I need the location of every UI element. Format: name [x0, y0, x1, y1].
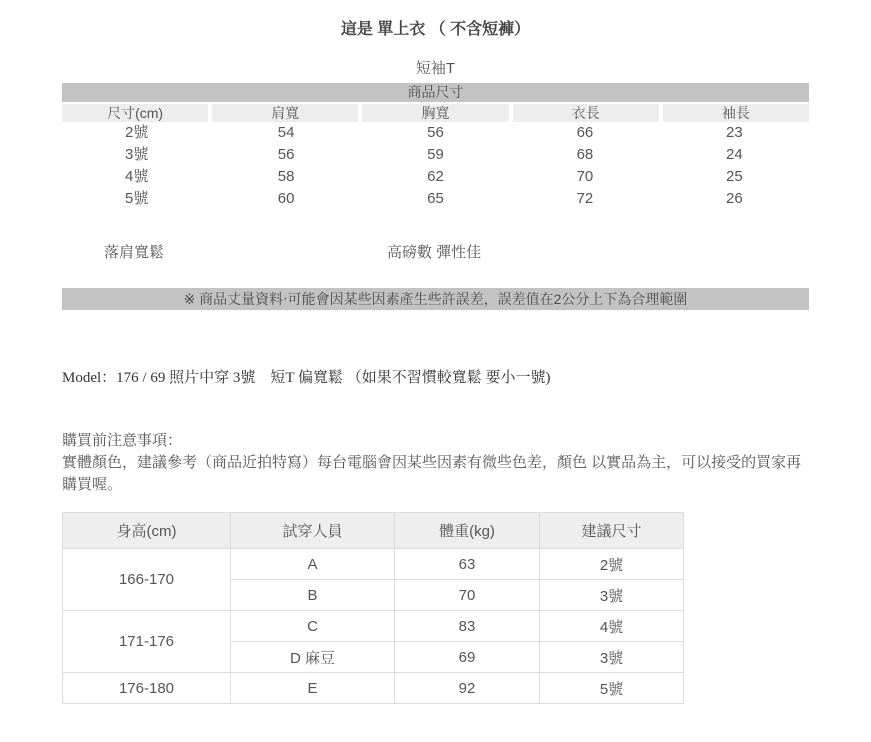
size-table-row: [62, 122, 809, 144]
fit-table-height-cell: 166-170: [63, 549, 231, 611]
fit-table-cell: 83: [395, 611, 540, 642]
fabric-note-fit: 落肩寬鬆: [104, 244, 165, 261]
fit-table-row: [63, 611, 684, 642]
size-table-cell: 59: [427, 146, 444, 163]
size-table-cell: 62: [427, 168, 444, 185]
size-table-row: [62, 166, 809, 188]
measurement-disclaimer-banner: ※ 商品丈量資料‧可能會因某些因素產生些許誤差，誤差值在2公分上下為合理範圍: [62, 288, 809, 310]
size-table-cell: 58: [277, 168, 295, 185]
size-table-cell: 4號: [125, 168, 149, 185]
size-table-cell: 25: [725, 168, 743, 185]
size-table-cell: 2號: [125, 124, 149, 141]
fit-table-height-cell: 176-180: [63, 673, 231, 704]
fit-table-cell: 5號: [540, 673, 684, 704]
size-table-cell: 56: [277, 146, 295, 163]
fit-table-cell: 4號: [540, 611, 684, 642]
purchase-notice: [62, 430, 809, 496]
model-info-line: Model：176 / 69 照片中穿 3號 短T 偏寬鬆 （如果不習慣較寬鬆 要小一號): [62, 370, 551, 386]
fit-table: [62, 512, 684, 704]
fit-table-row: [63, 673, 684, 704]
size-table-cell: 3號: [125, 146, 149, 163]
fabric-notes-row: [62, 243, 809, 263]
size-table-cell: 68: [576, 146, 594, 163]
fit-table-header-cell: 建議尺寸: [540, 513, 684, 549]
size-table-cell: 23: [725, 124, 743, 141]
fit-table-cell: 69: [395, 642, 540, 673]
size-table-row: [62, 188, 809, 210]
size-table-cell: 70: [576, 168, 594, 185]
fit-table-cell: B: [231, 580, 395, 611]
size-table-cell: 5號: [125, 190, 149, 207]
purchase-notice-body: 實體顏色，建議參考（商品近拍特寫）每台電腦會因某些因素有微些色差，顏色 以實品為主，可以接受的買家再購買喔。: [62, 454, 802, 493]
fit-table-cell: D 麻豆: [231, 642, 395, 673]
size-table: [62, 83, 809, 210]
size-table-header-cell: 肩寬: [212, 104, 358, 122]
fit-table-cell: 92: [395, 673, 540, 704]
size-table-caption: 商品尺寸: [62, 83, 809, 102]
fit-table-cell: 3號: [540, 580, 684, 611]
size-table-header-cell: 尺寸(cm): [62, 104, 208, 122]
size-table-cell: 66: [576, 124, 594, 141]
fit-table-header-row: [63, 513, 684, 549]
size-table-cell: 60: [277, 190, 295, 207]
content-container: [62, 20, 809, 704]
fit-table-row: [63, 549, 684, 580]
product-type-label: 短袖T: [415, 60, 456, 77]
size-table-cell: 54: [277, 124, 295, 141]
page-title: 這是 單上衣 （ 不含短褲）: [340, 21, 531, 38]
fit-table-header-cell: 身高(cm): [63, 513, 231, 549]
size-table-cell: 26: [725, 190, 743, 207]
size-table-header-cell: 衣長: [513, 104, 659, 122]
fit-table-cell: 2號: [540, 549, 684, 580]
fit-table-cell: 3號: [540, 642, 684, 673]
size-table-header-cell: 胸寬: [362, 104, 508, 122]
fit-table-cell: 70: [395, 580, 540, 611]
fit-table-cell: C: [231, 611, 395, 642]
fit-table-header-cell: 試穿人員: [231, 513, 395, 549]
size-table-cell: 72: [576, 190, 594, 207]
size-table-header-cell: 袖長: [663, 104, 809, 122]
size-table-row: [62, 144, 809, 166]
size-table-cell: 56: [427, 124, 444, 141]
size-table-cell: 65: [427, 190, 444, 207]
purchase-notice-heading: 購買前注意事項：: [62, 432, 183, 449]
size-table-header-row: [62, 104, 809, 122]
fit-table-height-cell: 171-176: [63, 611, 231, 673]
fit-table-header-cell: 體重(kg): [395, 513, 540, 549]
size-table-cell: 24: [725, 146, 743, 163]
fit-table-cell: A: [231, 549, 395, 580]
fit-table-cell: E: [231, 673, 395, 704]
fabric-note-weight: 高磅數 彈性佳: [387, 244, 482, 261]
fit-table-cell: 63: [395, 549, 540, 580]
